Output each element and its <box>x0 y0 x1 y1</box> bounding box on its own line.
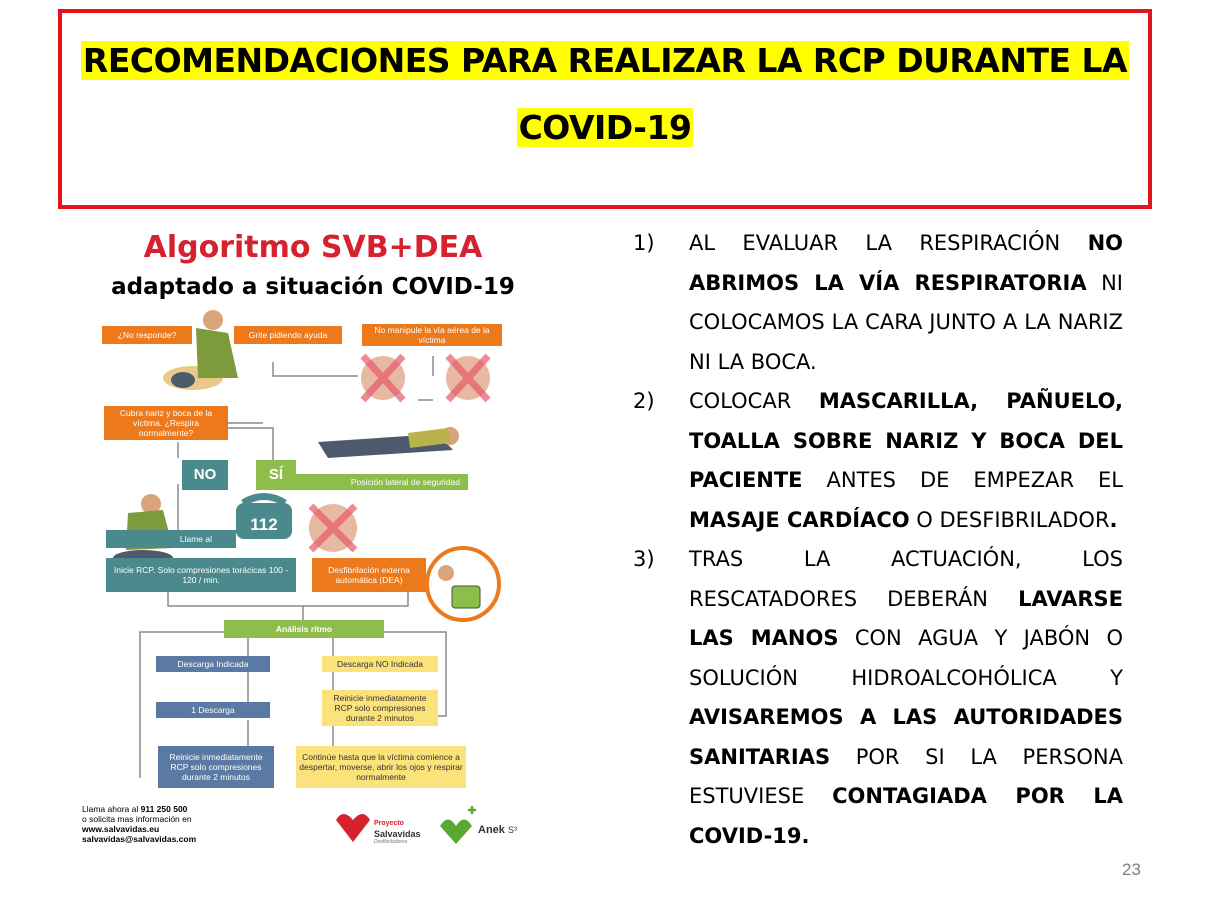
list-item-text: TRAS LA ACTUACIÓN, LOS RESCATADORES DEBERÁN <box>689 547 1123 611</box>
recovery-position-illustration <box>318 427 459 458</box>
box-posicion: Posición lateral de seguridad <box>296 474 468 490</box>
list-item-number: 1) <box>633 231 655 255</box>
list-item <box>633 382 1123 540</box>
list-item-text: CON AGUA Y JABÓN O SOLUCIÓN HIDROALCOHÓLICA Y <box>689 626 1123 690</box>
rescuer-illustration <box>163 310 238 390</box>
list-item-bold-text: AVISAREMOS A LAS AUTORIDADES SANITARIAS <box>689 705 1123 769</box>
slide-title-line1: RECOMENDACIONES PARA REALIZAR LA RCP DURANTE LA <box>82 41 1128 80</box>
contact-info <box>82 804 196 844</box>
logo-salvavidas: Salvavidas <box>374 829 421 839</box>
box-reinicie-right: Reinicie inmediatamente RCP solo compresiones durante 2 minutos <box>322 690 438 726</box>
list-item <box>633 540 1123 856</box>
box-si: SÍ <box>256 460 296 490</box>
no-airway-illustration <box>361 356 490 400</box>
box-cubra: Cubra nariz y boca de la víctima. ¿Respira normalmente? <box>104 406 228 440</box>
box-desfibrilacion: Desfibrilación externa automática (DEA) <box>312 558 426 592</box>
list-item-text: O DESFIBRILADOR <box>909 507 1110 532</box>
list-item-number: 2) <box>633 389 655 413</box>
logo-anek-sup: S³ <box>507 825 517 835</box>
slide-title-line2: COVID-19 <box>518 108 692 147</box>
algorithm-subtitle: adaptado a situación COVID-19 <box>111 274 515 300</box>
box-llame: Llame al <box>106 530 236 548</box>
salvavidas-logo <box>336 814 370 842</box>
box-no-responde: ¿No responde? <box>102 326 192 344</box>
no-mouth-to-mouth-illustration <box>309 504 357 552</box>
recommendation-list <box>633 224 1123 856</box>
box-no-manipule: No manipule la vía aérea de la víctima <box>362 324 502 346</box>
box-no: NO <box>182 460 228 490</box>
list-item-text: NI COLOCAMOS LA CARA JUNTO A LA NARIZ NI LA BOCA. <box>689 270 1123 374</box>
box-una-descarga: 1 Descarga <box>156 702 270 718</box>
box-reinicie-left: Reinicie inmediatamente RCP solo compresiones durante 2 minutos <box>158 746 274 788</box>
contact-phone: 911 250 500 <box>140 804 188 814</box>
contact-email: salvavidas@salvavidas.com <box>82 834 197 844</box>
list-item-text: ANTES DE EMPEZAR EL <box>802 468 1123 492</box>
box-continue: Continúe hasta que la víctima comience a despertar, moverse, abrir los ojos y respirar normalmente <box>296 746 466 788</box>
list-item-bold-text: . <box>1109 507 1118 532</box>
list-item-number: 3) <box>633 547 655 571</box>
aed-illustration <box>427 548 499 620</box>
title-box <box>58 9 1152 209</box>
logo-anek <box>478 824 517 836</box>
box-inicie: Inicie RCP. Solo compresiones torácicas 100 - 120 / min. <box>106 558 296 592</box>
logo-desfibriladores: Desfibriladores <box>374 839 408 845</box>
list-item-bold-text: NO ABRIMOS LA VÍA RESPIRATORIA <box>689 231 1123 295</box>
box-analisis: Análisis ritmo <box>224 620 384 638</box>
list-item-bold-text: MASCARILLA, PAÑUELO, TOALLA SOBRE NARIZ Y BOCA DEL PACIENTE <box>689 389 1123 492</box>
box-grite: Grite pidiendo ayuda <box>234 326 342 344</box>
list-item-bold-text: CONTAGIADA POR LA COVID-19. <box>689 784 1123 848</box>
contact-line2: o solicita mas información en <box>82 814 192 824</box>
contact-web: www.salvavidas.eu <box>82 824 160 834</box>
box-descarga-no: Descarga NO Indicada <box>322 656 438 672</box>
logo-anek-text: Anek <box>478 824 505 836</box>
logo-proyecto: Proyecto <box>374 820 404 827</box>
contact-line1: Llama ahora al <box>82 804 141 814</box>
phone-112: 112 <box>250 515 278 534</box>
list-item-text: AL EVALUAR LA RESPIRACIÓN <box>689 231 1088 255</box>
box-descarga-indicada: Descarga Indicada <box>156 656 270 672</box>
algorithm-infographic <box>78 228 548 858</box>
list-item-bold-text: LAVARSE LAS MANOS <box>689 586 1123 650</box>
list-item <box>633 224 1123 382</box>
list-item-text: COLOCAR <box>689 389 819 413</box>
algorithm-title: Algoritmo SVB+DEA <box>143 230 483 265</box>
anek-logo <box>440 806 476 844</box>
list-item-text: POR SI LA PERSONA ESTUVIESE <box>689 744 1123 808</box>
page-number: 23 <box>1122 860 1141 879</box>
list-item-bold-text: MASAJE CARDÍACO <box>689 507 910 532</box>
